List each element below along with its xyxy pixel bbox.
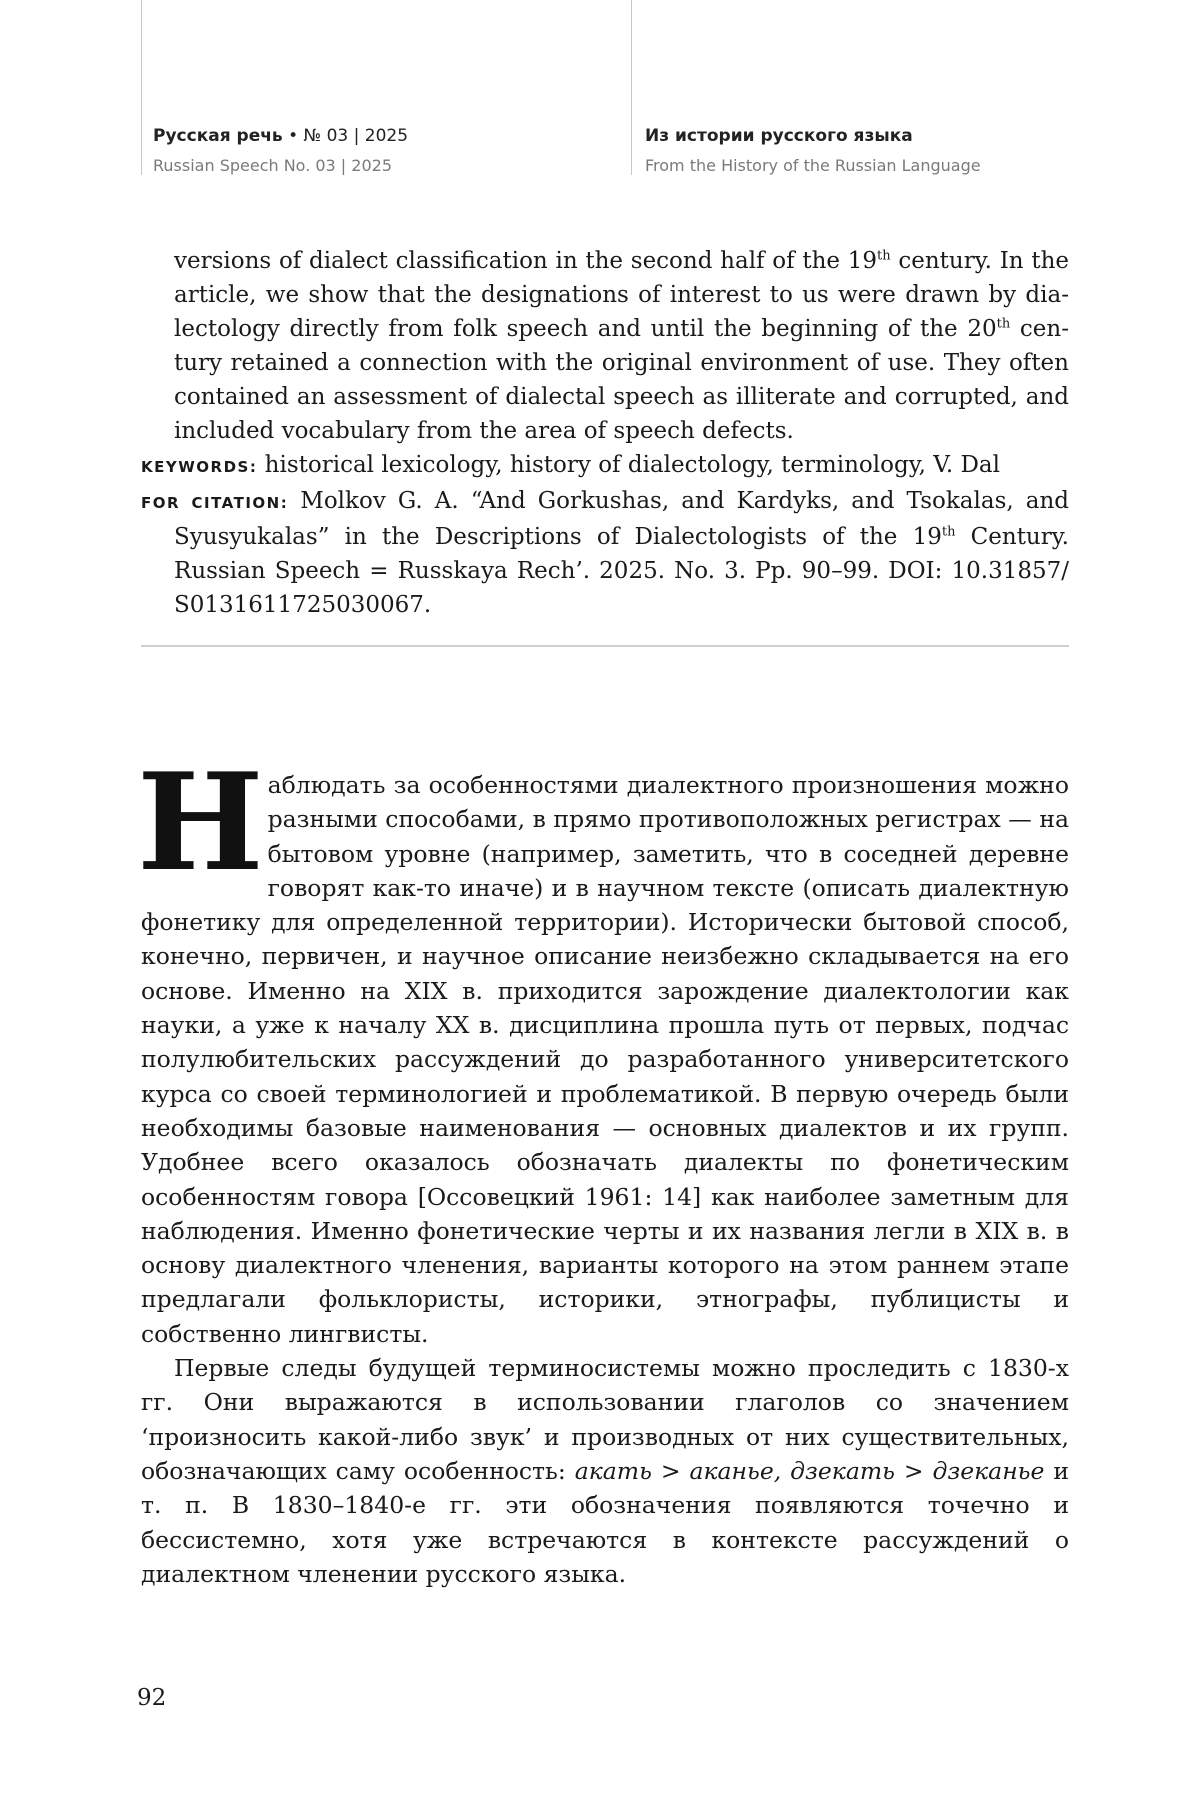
section-header: [645, 124, 981, 178]
abstract-block: [141, 244, 1069, 622]
journal-header: [153, 124, 408, 178]
header-divider-middle: [631, 0, 632, 175]
citation-label: FOR CITATION:: [141, 494, 289, 512]
paragraph-1: Наблюдать за особенностями диалектного произношения можно разными способами, в прямо противоположных регистрах — на бытовом уровне (например, заметить, что в соседней деревне говорят как-то иначе) и в научном тексте (описать диалектную фонетику для определенной территории). Исторически бытовой способ, конечно, первичен, и научное описание неизбежно складывается на его основе. Именно на XIX в. приходится зарождение диалектологии как науки, а уже к началу XX в. дисциплина прошла путь от первых, подчас полулюбительских рассуждений до разработанного университетского курса со своей терминологией и проблематикой. В первую очередь были необходимы базовые наименования — основных диалектов и их групп. Удобнее всего оказалось обозначать диалекты по фонетическим особенностям говора [Оссовецкий 1961: 14] как наиболее заметным для наблюдения. Именно фонетические черты и их названия легли в XIX в. в основу диалектного членения, варианты которого на этом раннем этапе предлагали фольклористы, историки, этнографы, публицисты и собственно лингвисты.: [137, 743, 1069, 1348]
journal-bullet: •: [282, 126, 304, 146]
keywords-text: historical lexicology, history of dialectology, terminology, V. Dal: [257, 452, 1000, 478]
keywords: [141, 448, 1069, 484]
journal-title-en: Russian Speech No. 03 | 2025: [153, 156, 392, 175]
abstract-continuation: versions of dialect classification in the second half of the 19th century. In the article, we show that the designations of interest to us were drawn by dialectology directly from folk speech and until the beginning of the 20th century retained a connection with the original environment of use. They often contained an assessment of dialectal speech as illiterate and corrupted, and included vocabulary from the area of speech defects.: [174, 248, 1069, 444]
journal-title-line: [153, 124, 408, 148]
section-divider: [141, 645, 1069, 647]
section-title-en: From the History of the Russian Language: [645, 156, 981, 175]
page-number: 92: [137, 1685, 167, 1711]
keywords-label: KEYWORDS:: [141, 458, 258, 476]
section-title-ru: Из истории русского языка: [645, 126, 913, 146]
journal-name: Русская речь: [153, 126, 283, 146]
drop-cap: Н: [137, 743, 264, 901]
paragraph-2: Первые следы будущей терминосистемы можно проследить с 1830-х гг. Они выражаются в использовании глаголов со значением ‘произносить какой-либо звук’ и производных от них существительных, обозначающих саму особенность: акать > аканье, дзекать > дзеканье и т. п. В 1830–1840-е гг. эти обозначения появляются точечно и бессистемно, хотя уже встречаются в контексте рассуждений о диалектном членении русского языка.: [141, 1354, 1069, 1588]
journal-issue: № 03 | 2025: [303, 126, 409, 146]
citation: FOR CITATION: Molkov G. A. “And Gorkushas, and Kardyks, and Tsokalas, and Syusyukalas” in the Descriptions of Dialectologists of the 19th Century. Russian Speech = Russkaya Rech’. 2025. No. 3. Pp. 90–99. DOI: 10.31857/ S0131611725030067.: [141, 488, 1069, 618]
header-divider-left: [141, 0, 142, 175]
article-body: [137, 743, 1069, 1591]
